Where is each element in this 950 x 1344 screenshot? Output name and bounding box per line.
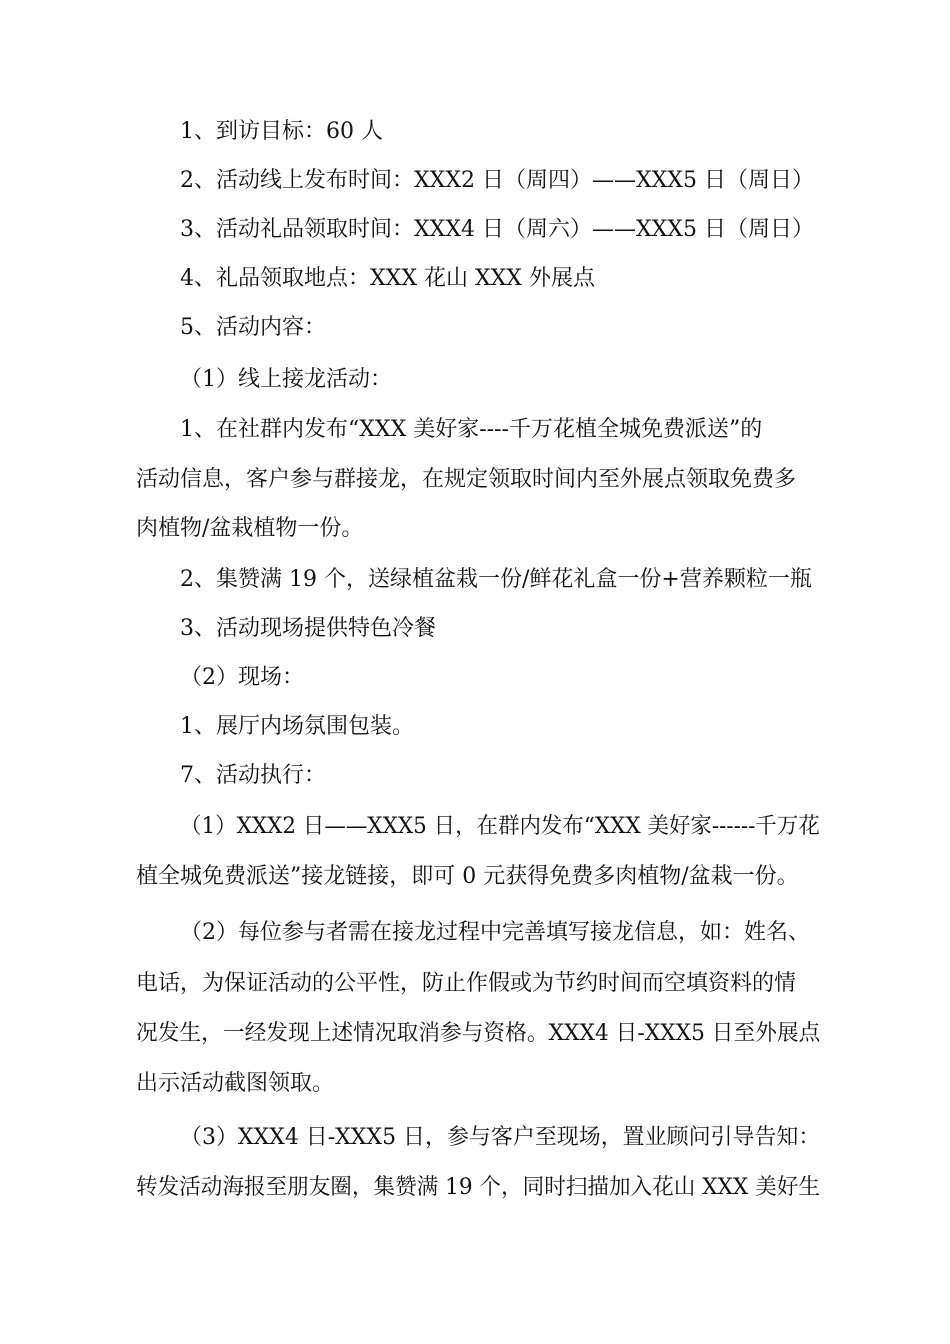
text-line: （2）现场： bbox=[180, 665, 304, 690]
text-line: （2）每位参与者需在接龙过程中完善填写接龙信息，如：姓名、 bbox=[180, 920, 810, 945]
text-line: 电话，为保证活动的公平性，防止作假或为节约时间而空填资料的情 bbox=[136, 971, 797, 996]
text-line: 转发活动海报至朋友圈，集赞满 19 个，同时扫描加入花山 XXX 美好生 bbox=[136, 1175, 820, 1200]
text-line: （3）XXX4 日-XXX5 日，参与客户至现场，置业顾问引导告知： bbox=[180, 1125, 821, 1150]
text-line: 况发生，一经发现上述情况取消参与资格。XXX4 日-XXX5 日至外展点 bbox=[136, 1021, 821, 1046]
text-line: 4、礼品领取地点：XXX 花山 XXX 外展点 bbox=[180, 266, 595, 291]
text-line: 活动信息，客户参与群接龙，在规定领取时间内至外展点领取免费多 bbox=[136, 467, 797, 492]
text-line: 1、到访目标：60 人 bbox=[180, 119, 383, 144]
text-line: （1）XXX2 日——XXX5 日，在群内发布“XXX 美好家------千万花 bbox=[180, 814, 820, 839]
text-line: （1）线上接龙活动： bbox=[180, 367, 392, 392]
text-line: 1、展厅内场氛围包装。 bbox=[180, 714, 414, 739]
text-line: 2、活动线上发布时间：XXX2 日（周四）——XXX5 日（周日） bbox=[180, 168, 814, 193]
text-line: 肉植物/盆栽植物一份。 bbox=[136, 516, 364, 541]
text-line: 3、活动现场提供特色冷餐 bbox=[180, 616, 436, 641]
text-line: 7、活动执行： bbox=[180, 763, 326, 788]
text-line: 2、集赞满 19 个，送绿植盆栽一份/鲜花礼盒一份+营养颗粒一瓶 bbox=[180, 567, 812, 592]
text-line: 5、活动内容： bbox=[180, 315, 326, 340]
text-line: 植全城免费派送”接龙链接，即可 0 元获得免费多肉植物/盆栽一份。 bbox=[136, 864, 799, 889]
text-line: 1、在社群内发布“XXX 美好家----千万花植全城免费派送”的 bbox=[180, 417, 763, 442]
text-line: 3、活动礼品领取时间：XXX4 日（周六）——XXX5 日（周日） bbox=[180, 217, 814, 242]
text-line: 出示活动截图领取。 bbox=[136, 1071, 335, 1096]
